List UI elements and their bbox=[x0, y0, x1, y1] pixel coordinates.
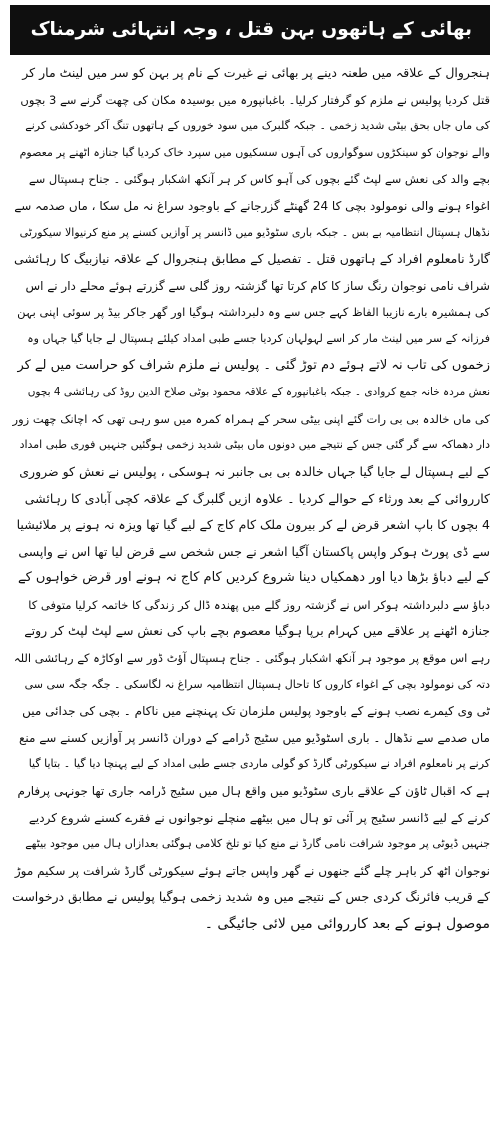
article-line: کے قریب فائرنگ کردی جس کے نتیجے میں وہ شدید زخمی ہوگیا پولیس نے مطابق درخواست bbox=[12, 889, 490, 905]
article-line: 4 بچوں کا باپ اشعر قرض لے کر بیرون ملک کام کاج کے لیے گیا تھا ویزہ نہ ہونے پر ملائیشیا bbox=[16, 517, 490, 533]
article-line: ہے کہ اقبال ٹاؤن کے علاقے باری سٹوڈیو میں واقع ہال میں سٹیج ڈرامہ جاری تھا جونہی پرفارم bbox=[17, 784, 490, 799]
article-line: کے لیے دباؤ بڑھا دیا اور دھمکیاں دینا شروع کردیں کام کاج نہ ہونے اور قرض خواہوں کے bbox=[17, 570, 490, 586]
article-line: زخموں کی تاب نہ لاتے ہوئے دم توڑ گئی ۔ پولیس نے ملزم شراف کو حراست میں لے کر bbox=[17, 357, 490, 373]
article-line: ماں صدمے سے نڈھال ۔ باری اسٹوڈیو میں سٹیج ڈرامے کے دوران ڈانسر پر آوازیں کسنے سے منع bbox=[18, 730, 490, 745]
article-line: سے ڈی پورٹ ہوکر واپس پاکستان آگیا اشعر نے جس شخص سے قرض لیا تھا اس نے واپسی bbox=[18, 543, 490, 559]
article-line: کی ماں خالدہ بی بی رات گئے اپنی بیٹی سحر کے ہمراہ کمرہ میں سو رہی تھی کہ اچانک چھت زور bbox=[12, 411, 490, 426]
article-line: نڈھال ہسپتال انتظامیہ بے بس ۔ جبکہ باری سٹوڈیو میں ڈانسر پر آوازیں کسنے پر منع کرنیوالا سیکورٹی bbox=[19, 225, 490, 239]
article-line: کرنے پر نامعلوم افراد نے سیکورٹی گارڈ کو گولی ماردی جسے طبی امداد کے لیے پہنچا دیا گیا ۔ بتایا گیا bbox=[28, 757, 490, 771]
article-line: ٹی وی کیمرے نصب ہونے کے باوجود پولیس ملزمان تک پہنچنے میں ناکام ۔ بچی کی جدائی میں bbox=[22, 704, 490, 719]
article-line: نعش مردہ خانہ جمع کروادی ۔ جبکہ باغبانپورہ کے علاقہ محمود بوٹی صلاح الدین روڈ کی رہائشی 4 بچوں bbox=[27, 386, 490, 399]
article-line: نوجوان اٹھ کر باہر چلے گئے جنھوں نے گھر واپس جاتے ہوئے سیکورٹی گارڈ شرافت پر سکیم موڑ bbox=[14, 863, 490, 878]
article-line: دتہ کی نومولود بچی کے اغواء کاروں کا تاحال ہسپتال انتظامیہ سراغ نہ لگاسکی ۔ جگہ جگہ سی سی bbox=[24, 677, 490, 691]
article-line: کے لیے ہسپتال لے جایا گیا جہاں خالدہ بی بی جانبر نہ ہوسکی ، پولیس نے نعش کو ضروری bbox=[19, 463, 490, 479]
article-line: کرنے کے لیے ڈانسر سٹیج پر آئی تو ہال میں بیٹھے منچلے نوجوانوں نے فقرے کسنے شروع کردیے bbox=[28, 810, 490, 825]
article-line: شراف نامی نوجوان رنگ ساز کا کام کرتا تھا گزشتہ روز گلی سے گزرتے ہوئے محلے دار نے اس bbox=[25, 278, 490, 293]
article-body bbox=[12, 60, 490, 1128]
article-line: جنازہ اٹھنے پر علاقے میں کہرام برپا ہوگیا معصوم بچے باپ کی نعش سے لپٹ لپٹ کر روتے bbox=[24, 623, 490, 639]
article-headline bbox=[10, 5, 490, 55]
headline-text: بھائی کے ہاتھوں بہن قتل ، وجہ انتہائی شرمناک bbox=[30, 18, 472, 40]
article-line: جنہیں ڈیوٹی پر موجود شرافت نامی گارڈ نے منع کیا تو تلخ کلامی ہوگئی بعدازاں ہال میں موجود بیٹھے bbox=[25, 837, 490, 851]
article-line: موصول ہونے کے بعد کارروائی میں لائی جائیگی ۔ bbox=[204, 916, 490, 932]
article-line: فرزانہ کے سر میں لینٹ مار کر اسے لہولہان کردیا جسے طبی امداد کیلئے ہسپتال لے جایا گیا جہاں وہ bbox=[27, 331, 490, 345]
article-line: اغواء ہونے والی نومولود بچی کا 24 گھنٹے گزرجانے کے باوجود سراغ نہ مل سکا ، ماں صدمہ سے bbox=[14, 198, 490, 213]
article-line: ہنجروال کے علاقہ میں طعنہ دینے پر بھائی نے غیرت کے نام پر بہن کو سر میں لینٹ مار کر bbox=[22, 65, 490, 80]
article-line: رہے اس موقع پر موجود ہر آنکھ اشکبار ہوگئی ۔ جناح ہسپتال آؤٹ ڈور سے اوکاڑہ کے رہائشی اللہ bbox=[13, 651, 490, 666]
article-line: کی ماں جاں بحق بیٹی شدید زخمی ۔ جبکہ گلبرک میں سود خوروں کے ہاتھوں تنگ آکر خودکشی کرنے bbox=[25, 119, 490, 133]
article-line: والے نوجوان کو سینکڑوں سوگواروں کی آہوں سسکیوں میں سپرد خاک کردیا گیا جنازہ اٹھنے پر معصوم bbox=[19, 145, 490, 159]
article-line: دباؤ سے دلبرداشتہ ہوکر اس نے گزشتہ روز گلے میں پھندہ ڈال کر زندگی کا خاتمہ کرلیا متوفی کا bbox=[28, 597, 490, 612]
article-line: کارروائی کے بعد ورثاء کے حوالے کردیا ۔ علاوہ ازیں گلبرگ کے علاقہ کچی آبادی کا رہائشی bbox=[24, 490, 490, 506]
article-line: قتل کردیا پولیس نے ملزم کو گرفتار کرلیا۔ باغبانپورہ میں بوسیدہ مکان کی چھت گرنے سے 3 بچوں bbox=[20, 92, 490, 107]
article-line: گارڈ نامعلوم افراد کے ہاتھوں قتل ۔ تفصیل کے مطابق ہنجروال کے علاقہ نیازبیگ کا رہائشی bbox=[14, 251, 490, 267]
article-line: بچے والد کی نعش سے لپٹ گئے بچوں کی آہو کاس کر ہر آنکھ اشکبار ہوگئی ۔ جناح ہسپتال سے bbox=[28, 172, 490, 187]
article-line: کی ہمشیرہ بارے نازیبا الفاظ کہے جس سے وہ دلبرداشتہ ہوگیا اور گھر جاکر بیڈ پر سوئی اپنی بہن bbox=[17, 305, 490, 320]
article-line: دار دھماکہ سے گر گئی جس کے نتیجے میں دونوں ماں بیٹی شدید زخمی ہوگئیں جنہیں فوری طبی امداد bbox=[19, 438, 490, 452]
